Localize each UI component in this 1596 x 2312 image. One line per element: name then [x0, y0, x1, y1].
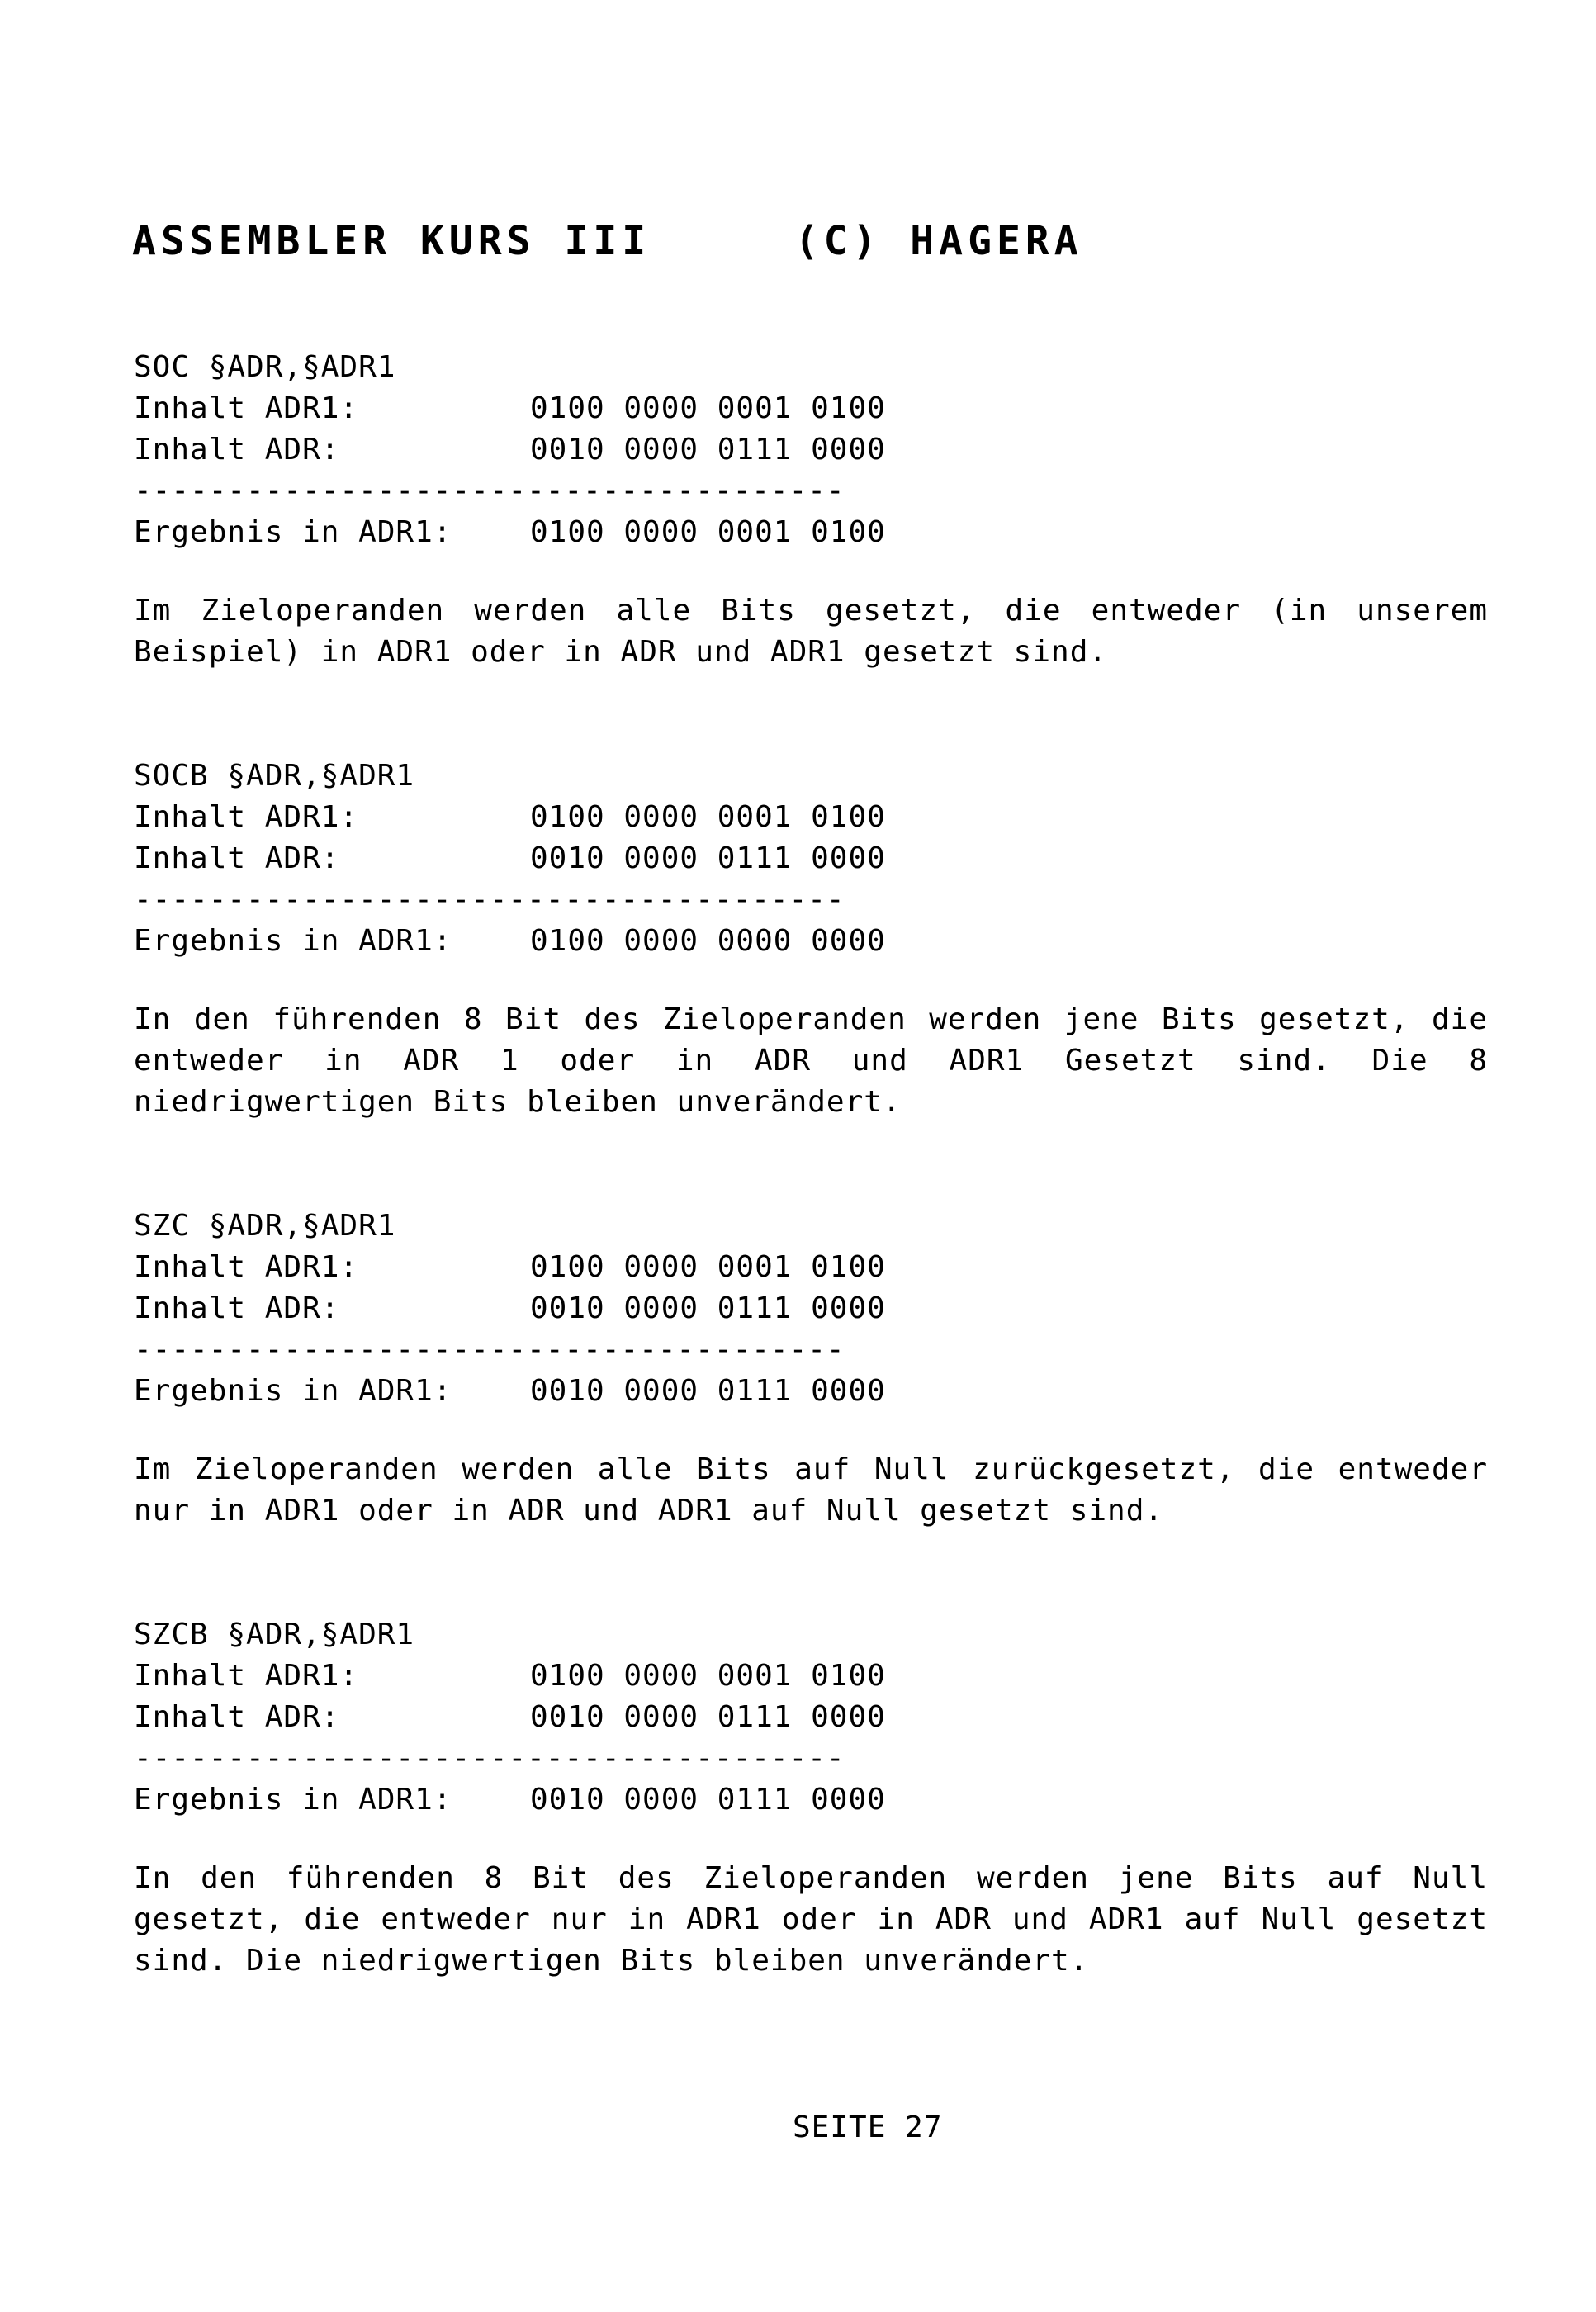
- binary-value: 0100 0000 0001 0100: [530, 391, 886, 425]
- row-label: Inhalt ADR1:: [134, 800, 359, 834]
- row-label: Inhalt ADR1:: [134, 1659, 359, 1693]
- row-label: Inhalt ADR:: [134, 1291, 340, 1325]
- operand-row: [134, 1247, 886, 1288]
- row-label: Inhalt ADR1:: [134, 391, 359, 425]
- operand-row: [134, 429, 886, 471]
- description-paragraph: In den führenden 8 Bit des Zieloperanden werden jene Bits auf Null gesetzt, die entweder nur in ADR1 oder in ADR und ADR1 auf Null gesetzt sind. Die niedrigwertigen Bits bleiben unverändert.: [134, 1861, 1488, 1978]
- code-example-szc: [134, 1206, 886, 1412]
- course-title: ASSEMBLER KURS III: [132, 218, 651, 264]
- code-example-szcb: [134, 1614, 886, 1821]
- result-row: [134, 512, 886, 553]
- result-row: [134, 1371, 886, 1412]
- operand-row: [134, 797, 886, 838]
- result-label: Ergebnis in ADR1:: [134, 1374, 452, 1408]
- binary-value: 0100 0000 0001 0100: [530, 800, 886, 834]
- operand-row: [134, 1656, 886, 1697]
- binary-value: 0010 0000 0111 0000: [530, 1291, 886, 1325]
- row-label: Inhalt ADR1:: [134, 1250, 359, 1284]
- instruction-line: SOCB §ADR,§ADR1: [134, 759, 415, 793]
- row-label: Inhalt ADR:: [134, 841, 340, 875]
- instruction-line: SOC §ADR,§ADR1: [134, 350, 396, 384]
- separator-line: --------------------------------------: [134, 1333, 845, 1367]
- row-label: Inhalt ADR:: [134, 433, 340, 467]
- code-example-socb: [134, 756, 886, 962]
- instruction-line: SZC §ADR,§ADR1: [134, 1209, 396, 1243]
- separator-line: --------------------------------------: [134, 883, 845, 917]
- result-label: Ergebnis in ADR1:: [134, 515, 452, 549]
- result-label: Ergebnis in ADR1:: [134, 924, 452, 958]
- binary-value: 0010 0000 0111 0000: [530, 1700, 886, 1734]
- operand-row: [134, 1288, 886, 1329]
- description-paragraph: In den führenden 8 Bit des Zieloperanden werden jene Bits gesetzt, die entweder in ADR 1 oder in ADR und ADR1 Gesetzt sind. Die 8 niedrigwertigen Bits bleiben unverändert.: [134, 1002, 1488, 1119]
- binary-value: 0100 0000 0001 0100: [530, 1250, 886, 1284]
- result-value: 0100 0000 0001 0100: [530, 515, 886, 549]
- binary-value: 0100 0000 0001 0100: [530, 1659, 886, 1693]
- binary-value: 0010 0000 0111 0000: [530, 841, 886, 875]
- page-number: SEITE 27: [793, 2111, 943, 2144]
- description-paragraph: Im Zieloperanden werden alle Bits auf Null zurückgesetzt, die entweder nur in ADR1 oder in ADR und ADR1 auf Null gesetzt sind.: [134, 1452, 1488, 1528]
- separator-line: --------------------------------------: [134, 474, 845, 508]
- description-paragraph: Im Zieloperanden werden alle Bits gesetzt, die entweder (in unserem Beispiel) in ADR1 oder in ADR und ADR1 gesetzt sind.: [134, 594, 1488, 669]
- page-header: [132, 216, 1083, 266]
- result-row: [134, 1779, 886, 1821]
- operand-row: [134, 838, 886, 879]
- separator-line: --------------------------------------: [134, 1741, 845, 1775]
- binary-value: 0010 0000 0111 0000: [530, 433, 886, 467]
- copyright-notice: (C) HAGERA: [794, 218, 1083, 264]
- operand-row: [134, 1697, 886, 1738]
- code-example-soc: [134, 347, 886, 553]
- result-row: [134, 921, 886, 962]
- row-label: Inhalt ADR:: [134, 1700, 340, 1734]
- instruction-line: SZCB §ADR,§ADR1: [134, 1618, 415, 1651]
- result-value: 0100 0000 0000 0000: [530, 924, 886, 958]
- result-label: Ergebnis in ADR1:: [134, 1783, 452, 1817]
- result-value: 0010 0000 0111 0000: [530, 1374, 886, 1408]
- operand-row: [134, 388, 886, 429]
- result-value: 0010 0000 0111 0000: [530, 1783, 886, 1817]
